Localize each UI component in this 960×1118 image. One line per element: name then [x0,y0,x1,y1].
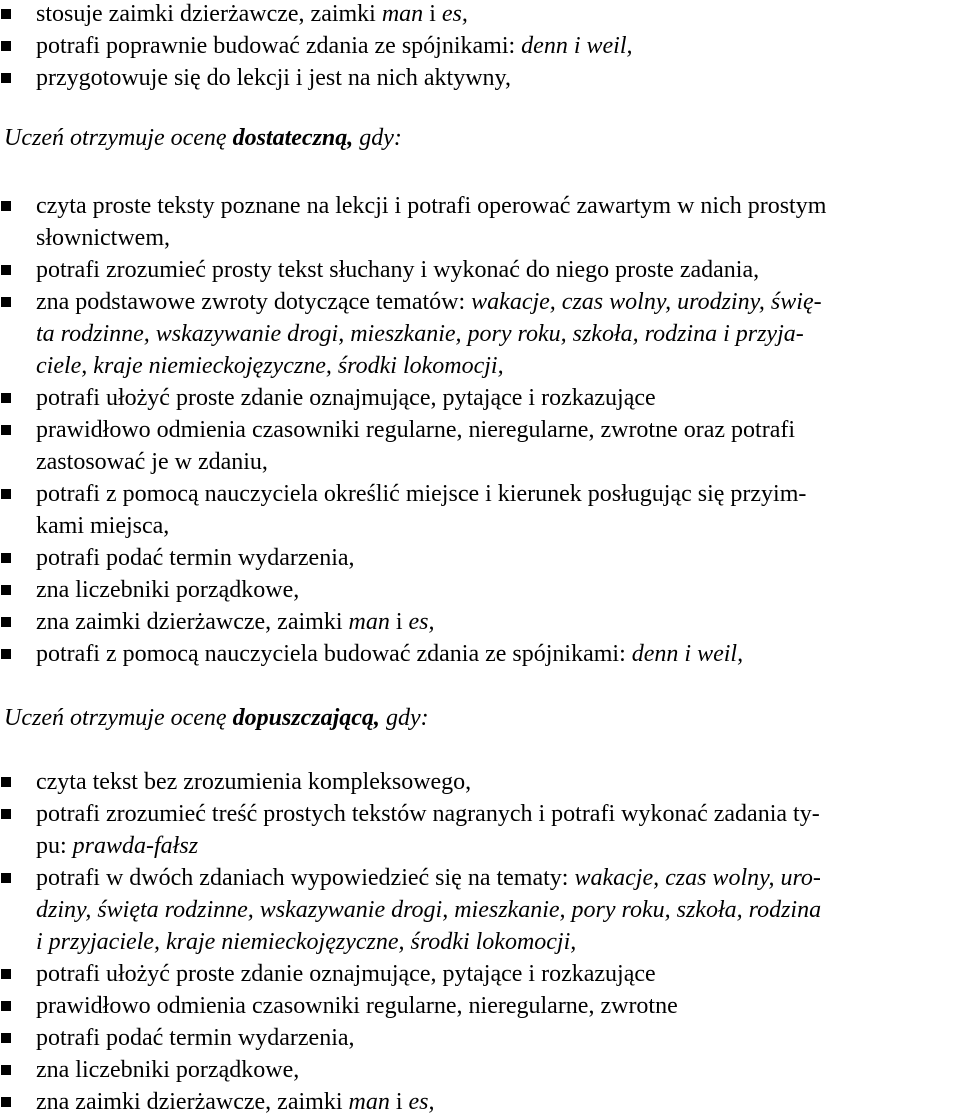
list-item: potrafi podać termin wydarzenia, [0,542,960,574]
list-item: zna zaimki dzierżawcze, zaimki man i es, [0,1086,960,1118]
bullet-icon [1,1097,11,1107]
bullet-icon [1,9,11,19]
bullet-icon [1,393,11,403]
bullet-icon [1,969,11,979]
list-item: potrafi poprawnie budować zdania ze spójnikami: denn i weil, [0,30,960,62]
grade-heading-dopuszczajaca: Uczeń otrzymuje ocenę dopuszczającą, gdy: [4,705,429,731]
dostateczna-list [0,190,960,670]
list-item: stosuje zaimki dzierżawcze, zaimki man i es, [0,0,960,30]
bullet-icon [1,777,11,787]
list-item: potrafi podać termin wydarzenia, [0,1022,960,1054]
list-item: zna podstawowe zwroty dotyczące tematów: wakacje, czas wolny, urodziny, świę- ta rodzinne, wskazywanie drogi, mieszkanie, pory roku, szkoła, rodzina i przyja- ciele, kraje niemieckojęzyczne, środki lokomocji, [0,286,960,382]
list-item: zna liczebniki porządkowe, [0,1054,960,1086]
list-item: potrafi zrozumieć prosty tekst słuchany i wykonać do niego proste zadania, [0,254,960,286]
list-item: czyta proste teksty poznane na lekcji i potrafi operować zawartym w nich prostym słownictwem, [0,190,960,254]
bullet-icon [1,1033,11,1043]
grade-heading-dostateczna: Uczeń otrzymuje ocenę dostateczną, gdy: [4,125,402,151]
list-item: potrafi w dwóch zdaniach wypowiedzieć się na tematy: wakacje, czas wolny, uro- dziny, święta rodzinne, wskazywanie drogi, mieszkanie, pory roku, szkoła, rodzina i przyjaciele, kraje niemieckojęzyczne, środki lokomocji, [0,862,960,958]
list-item: potrafi z pomocą nauczyciela określić miejsce i kierunek posługując się przyim- kami miejsca, [0,478,960,542]
list-item: potrafi ułożyć proste zdanie oznajmujące, pytające i rozkazujące [0,958,960,990]
bullet-icon [1,41,11,51]
bullet-icon [1,1001,11,1011]
dopuszczajaca-list [0,766,960,1118]
bullet-icon [1,553,11,563]
list-item: prawidłowo odmienia czasowniki regularne, nieregularne, zwrotne oraz potrafi zastosować je w zdaniu, [0,414,960,478]
bullet-icon [1,809,11,819]
bullet-icon [1,265,11,275]
bullet-icon [1,585,11,595]
bullet-icon [1,489,11,499]
list-item: przygotowuje się do lekcji i jest na nich aktywny, [0,62,960,94]
bullet-icon [1,73,11,83]
list-item: potrafi ułożyć proste zdanie oznajmujące, pytające i rozkazujące [0,382,960,414]
bullet-icon [1,1065,11,1075]
list-item: zna liczebniki porządkowe, [0,574,960,606]
top-list [0,0,960,94]
bullet-icon [1,425,11,435]
list-item: zna zaimki dzierżawcze, zaimki man i es, [0,606,960,638]
bullet-icon [1,297,11,307]
bullet-icon [1,617,11,627]
list-item: prawidłowo odmienia czasowniki regularne, nieregularne, zwrotne [0,990,960,1022]
list-item: potrafi z pomocą nauczyciela budować zdania ze spójnikami: denn i weil, [0,638,960,670]
list-item: czyta tekst bez zrozumienia kompleksowego, [0,766,960,798]
list-item: potrafi zrozumieć treść prostych tekstów nagranych i potrafi wykonać zadania ty- pu: prawda-fałsz [0,798,960,862]
bullet-icon [1,649,11,659]
bullet-icon [1,873,11,883]
bullet-icon [1,201,11,211]
